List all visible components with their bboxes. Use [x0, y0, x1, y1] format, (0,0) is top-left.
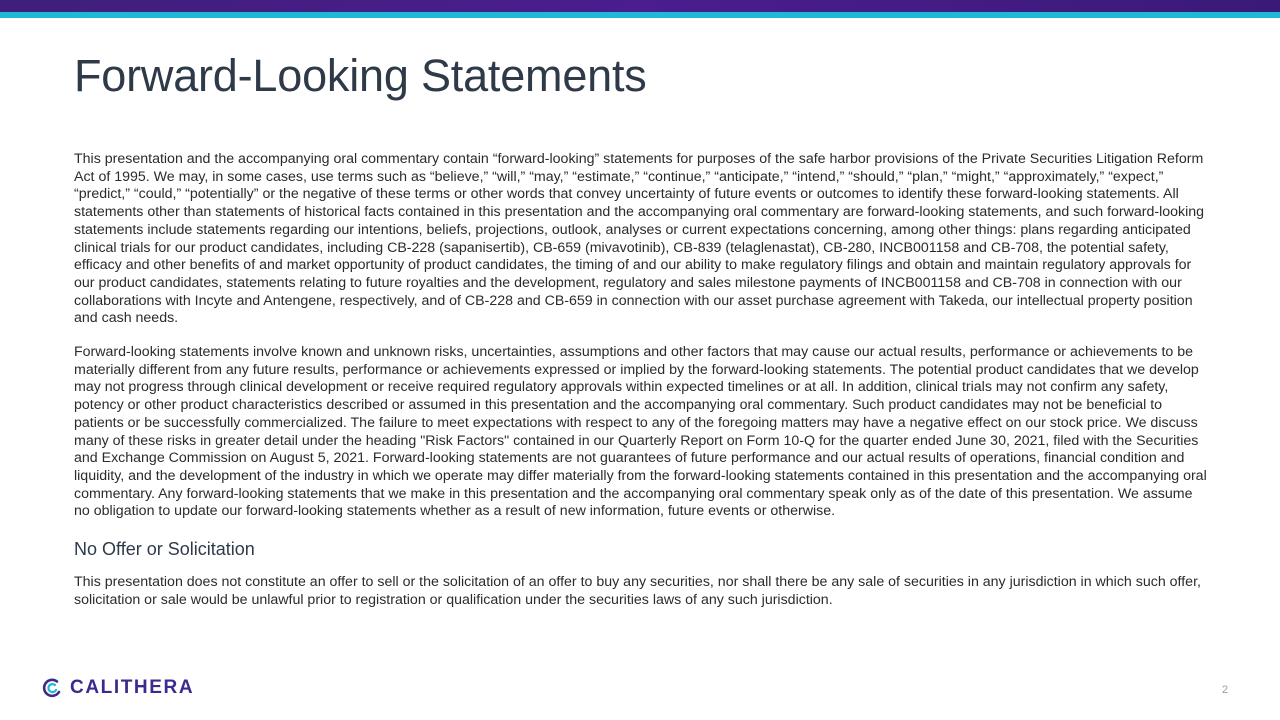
top-banner-bar	[0, 0, 1280, 12]
company-logo	[40, 674, 194, 702]
no-offer-paragraph: This presentation does not constitute an offer to sell or the solicitation of an offer to buy any securities, nor shall there be any sale of securities in any jurisdiction in which such offer, solicitation or sale would be unlawful prior to registration or qualification under the securities laws of any such jurisdiction.	[74, 574, 1201, 608]
top-accent-line	[0, 12, 1280, 18]
page-number: 2	[1222, 684, 1229, 696]
slide-body	[74, 151, 1210, 609]
page-title: Forward-Looking Statements	[74, 50, 647, 101]
forward-looking-paragraph: This presentation and the accompanying oral commentary contain “forward-looking” statements for purposes of the safe harbor provisions of the Private Securities Litigation Reform Act of 1995. We may, in some cases, use terms such as “believe,” “will,” “may,” “estimate,” “continue,” “anticipate,” “intend,” “should,” “plan,” “might,” “approximately,” “expect,” “predict,” “could,” “potentially” or the negative of these terms or other words that convey uncertainty of future events or outcomes to identify these forward-looking statements. All statements other than statements of historical facts contained in this presentation and the accompanying oral commentary are forward-looking statements, and such forward-looking statements include statements regarding our intentions, beliefs, projections, outlook, analyses or current expectations concerning, among other things: plans regarding anticipated clinical trials for our product candidates, including CB-228 (sapanisertib), CB-659 (mivavotinib), CB-839 (telaglenastat), CB-280, INCB001158 and CB-708, the potential safety, efficacy and other benefits of and market opportunity of product candidates, the timing of and our ability to make regulatory filings and obtain and maintain regulatory approvals for our product candidates, statements relating to future royalties and the development, regulatory and sales milestone payments of INCB001158 and CB-708 in connection with our collaborations with Incyte and Antengene, respectively, and of CB-228 and CB-659 in connection with our asset purchase agreement with Takeda, our intellectual property position and cash needs.	[74, 151, 1205, 327]
risk-factors-paragraph: Forward-looking statements involve known and unknown risks, uncertainties, assumptions and other factors that may cause our actual results, performance or achievements to be materially different from any future results, performance or achievements expressed or implied by the forward-looking statements. The potential product candidates that we develop may not progress through clinical development or receive required regulatory approvals within expected timelines or at all. In addition, clinical trials may not confirm any safety, potency or other product characteristics described or assumed in this presentation and the accompanying oral commentary. Such product candidates may not be beneficial to patients or be successfully commercialized. The failure to meet expectations with respect to any of the foregoing matters may have a negative effect on our stock price. We discuss many of these risks in greater detail under the heading "Risk Factors" contained in our Quarterly Report on Form 10-Q for the quarter ended June 30, 2021, filed with the Securities and Exchange Commission on August 5, 2021. Forward-looking statements are not guarantees of future performance and our actual results of operations, financial condition and liquidity, and the development of the industry in which we operate may differ materially from the forward-looking statements contained in this presentation and the accompanying oral commentary. Any forward-looking statements that we make in this presentation and the accompanying oral commentary speak only as of the date of this presentation. We assume no obligation to update our forward-looking statements whether as a result of new information, future events or otherwise.	[74, 344, 1207, 520]
logo-wordmark: CALITHERA	[70, 677, 195, 698]
logo-mark-icon	[40, 676, 64, 700]
no-offer-heading: No Offer or Solicitation	[74, 539, 255, 560]
